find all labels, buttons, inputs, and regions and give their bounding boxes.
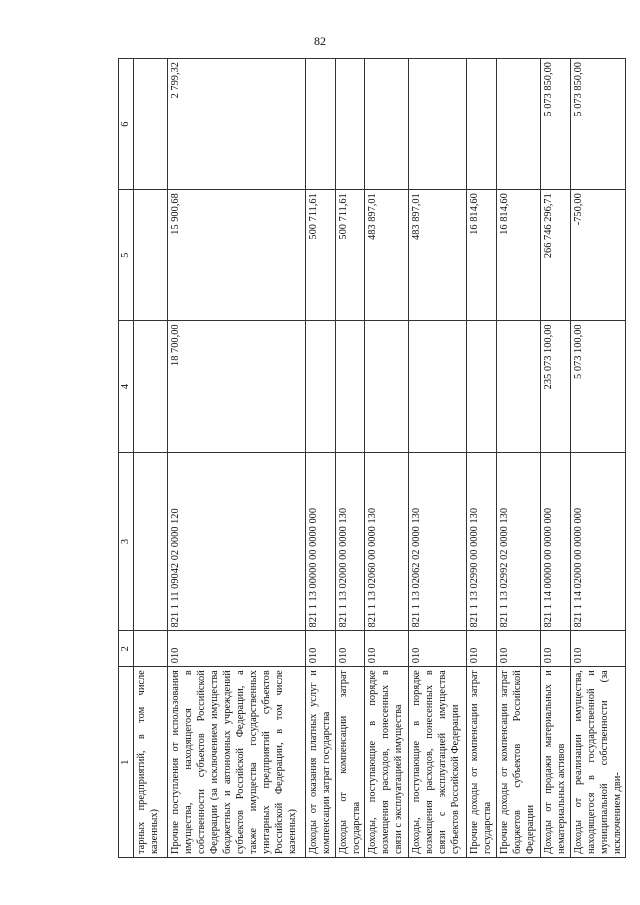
cell-col6 [497, 59, 541, 190]
table-row [497, 59, 541, 858]
cell-row-code: 010 [365, 631, 409, 667]
cell-col5: -750,00 [571, 190, 626, 321]
cell-kbk-code: 821 1 13 02060 00 0000 130 [365, 452, 409, 631]
cell-row-code [134, 631, 168, 667]
cell-name: Прочие доходы от компенсации затрат государства [467, 667, 497, 858]
revenue-table [118, 58, 626, 858]
table-row [365, 59, 409, 858]
cell-col4 [336, 321, 365, 452]
cell-kbk-code [134, 452, 168, 631]
table-row [168, 59, 306, 858]
cell-col5: 16 814,60 [467, 190, 497, 321]
header-col-6: 6 [119, 59, 134, 190]
table-row [571, 59, 626, 858]
cell-col6 [336, 59, 365, 190]
cell-col5: 500 711,61 [306, 190, 336, 321]
cell-col5 [134, 190, 168, 321]
table-row [467, 59, 497, 858]
cell-kbk-code: 821 1 13 02990 00 0000 130 [467, 452, 497, 631]
cell-kbk-code: 821 1 13 02062 02 0000 130 [409, 452, 467, 631]
header-col-5: 5 [119, 190, 134, 321]
cell-name: Прочие поступления от использования имущества, находящегося в собственности субъектов Российской Федерации (за исключением имущества бюджетных и автономных учреждений субъектов Российской Федерации, а также имущества государственных унитарных предприятий субъектов Российской Федерации, в том числе казенных) [168, 667, 306, 858]
cell-kbk-code: 821 1 13 02000 00 0000 130 [336, 452, 365, 631]
cell-row-code: 010 [571, 631, 626, 667]
cell-col4 [306, 321, 336, 452]
cell-col4 [409, 321, 467, 452]
table-row [541, 59, 571, 858]
cell-col6 [134, 59, 168, 190]
cell-row-code: 010 [306, 631, 336, 667]
cell-row-code: 010 [336, 631, 365, 667]
cell-name: Доходы, поступающие в порядке возмещения расходов, понесенных в связи с эксплуатацией имущества [365, 667, 409, 858]
cell-col4 [134, 321, 168, 452]
cell-col6 [365, 59, 409, 190]
rotated-table-container [118, 58, 623, 858]
header-col-3: 3 [119, 452, 134, 631]
cell-kbk-code: 821 1 11 09042 02 0000 120 [168, 452, 306, 631]
cell-col5: 500 711,61 [336, 190, 365, 321]
cell-kbk-code: 821 1 14 02000 00 0000 000 [571, 452, 626, 631]
cell-col4: 18 700,00 [168, 321, 306, 452]
cell-col5: 266 746 296,71 [541, 190, 571, 321]
cell-col4 [467, 321, 497, 452]
cell-col6: 2 799,32 [168, 59, 306, 190]
cell-kbk-code: 821 1 13 00000 00 0000 000 [306, 452, 336, 631]
header-col-4: 4 [119, 321, 134, 452]
cell-name: Доходы, поступающие в порядке возмещения расходов, понесенных в связи с эксплуатацией имущества субъектов Российской Федерации [409, 667, 467, 858]
table-row [336, 59, 365, 858]
cell-name: Доходы от продажи материальных и нематериальных активов [541, 667, 571, 858]
cell-col4: 5 073 100,00 [571, 321, 626, 452]
page-number: 82 [314, 34, 326, 48]
cell-col5: 483 897,01 [365, 190, 409, 321]
cell-col6: 5 073 850,00 [571, 59, 626, 190]
cell-name: Доходы от оказания платных услуг и компенсации затрат государства [306, 667, 336, 858]
cell-col6 [409, 59, 467, 190]
cell-row-code: 010 [168, 631, 306, 667]
cell-name: Доходы от компенсации затрат государства [336, 667, 365, 858]
table-row [306, 59, 336, 858]
cell-row-code: 010 [541, 631, 571, 667]
cell-name: тарных предприятий, в том числе казенных) [134, 667, 168, 858]
header-col-2: 2 [119, 631, 134, 667]
header-row [119, 59, 134, 858]
cell-name: Прочие доходы от компенсации затрат бюджетов субъектов Российской Федерации [497, 667, 541, 858]
cell-col5: 16 814,60 [497, 190, 541, 321]
cell-col4 [497, 321, 541, 452]
cell-row-code: 010 [497, 631, 541, 667]
cell-col5: 483 897,01 [409, 190, 467, 321]
table-row [134, 59, 168, 858]
cell-col6 [467, 59, 497, 190]
cell-col6: 5 073 850,00 [541, 59, 571, 190]
cell-row-code: 010 [467, 631, 497, 667]
cell-col5: 15 900,68 [168, 190, 306, 321]
header-col-1: 1 [119, 667, 134, 858]
table-row [409, 59, 467, 858]
cell-kbk-code: 821 1 14 00000 00 0000 000 [541, 452, 571, 631]
cell-col4: 235 073 100,00 [541, 321, 571, 452]
cell-col4 [365, 321, 409, 452]
cell-col6 [306, 59, 336, 190]
cell-row-code: 010 [409, 631, 467, 667]
cell-name: Доходы от реализации имущества, находящегося в государственной и муниципальной собственности (за исключением дви- [571, 667, 626, 858]
cell-kbk-code: 821 1 13 02992 02 0000 130 [497, 452, 541, 631]
